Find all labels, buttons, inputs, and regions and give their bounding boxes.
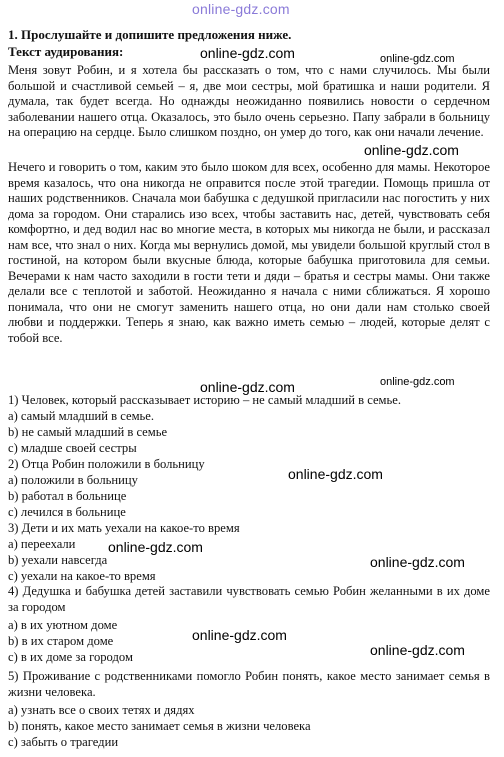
watermark: online-gdz.com (370, 554, 465, 570)
task-title: 1. Прослушайте и допишите предложения ниже. (8, 27, 292, 42)
question-5: 5) Проживание с родственниками помогло Робин понять, какое место занимает семья в жизни человека. (8, 669, 490, 699)
option-5c: c) забыть о трагедии (8, 735, 119, 749)
option-2c: c) лечился в больнице (8, 505, 126, 519)
option-1a: a) самый младший в семье. (8, 409, 155, 423)
option-3b: b) уехали навсегда (8, 553, 108, 567)
option-1c: c) младше своей сестры (8, 441, 137, 455)
option-1b: b) не самый младший в семье (8, 425, 168, 439)
text-paragraph-1: Меня зовут Робин, и я хотела бы рассказать о том, что с нами случилось. Мы были большой и счастливой семьей – я, две мои сестры, мой братишка и наши родители. Я думала, так будет всегда. Но однажды неожиданно появились новости о сердечном заболевании нашего отца. Оказалось, это было очень серьезно. Папу забрали в больницу на операцию на сердце. Было слишком поздно, он умер до того, как они начали лечение. (8, 63, 490, 139)
watermark: online-gdz.com (380, 53, 455, 65)
watermark: online-gdz.com (288, 466, 383, 482)
text-label: Текст аудирования: (8, 44, 124, 59)
watermark: online-gdz.com (192, 627, 287, 643)
watermark: online-gdz.com (200, 45, 295, 61)
option-3a: a) переехали (8, 537, 76, 551)
option-4a: a) в их уютном доме (8, 618, 118, 632)
text-paragraph-2: Нечего и говорить о том, каким это было шоком для всех, особенно для мамы. Некоторое время казалось, что она никогда не оправится после этой трагедии. Помощь пришла от наших родственников. Сначала мои бабушка с дедушкой пригласили нас погостить у них дома за городом. Они старались изо всех, чтобы заставить нас, детей, чувствовать себя комфортно, и дед водил нас во многие места, в которых мы никогда не были, и рассказал нам все, что знал о них. Когда мы вернулись домой, мы увидели большой круглый стол в гостиной, на котором были вкусные блюда, которые бабушка приготовила для семьи. Вечерами к нам часто заходили в гости тети и дяди – братья и сестры мамы. Они также делали все с теплотой и заботой. Неожиданно я начала с ними сближаться. Я хорошо понимала, что они не смогут заменить нашего отца, но они дали нам столько своей любви и поддержки. Теперь я знаю, как важно иметь семью – людей, которые делят с тобой все. (8, 160, 490, 345)
question-1: 1) Человек, который рассказывает историю – не самый младший в семье. (8, 393, 401, 407)
option-2b: b) работал в больнице (8, 489, 127, 503)
question-3: 3) Дети и их мать уехали на какое-то время (8, 521, 240, 535)
watermark: online-gdz.com (108, 539, 203, 555)
watermark: online-gdz.com (380, 376, 455, 388)
question-2: 2) Отца Робин положили в больницу (8, 457, 205, 471)
option-5a: a) узнать все о своих тетях и дядях (8, 703, 195, 717)
option-5b: b) понять, какое место занимает семья в жизни человека (8, 719, 311, 733)
question-4: 4) Дедушка и бабушка детей заставили чувствовать семью Робин желанными в их доме за городом (8, 584, 490, 614)
option-4b: b) в их старом доме (8, 634, 114, 648)
watermark-top: online-gdz.com (192, 1, 290, 17)
option-4c: c) в их доме за городом (8, 650, 133, 664)
option-3c: c) уехали на какое-то время (8, 569, 156, 583)
watermark: online-gdz.com (370, 642, 465, 658)
watermark: online-gdz.com (200, 379, 295, 395)
watermark: online-gdz.com (364, 142, 459, 158)
option-2a: a) положили в больницу (8, 473, 138, 487)
